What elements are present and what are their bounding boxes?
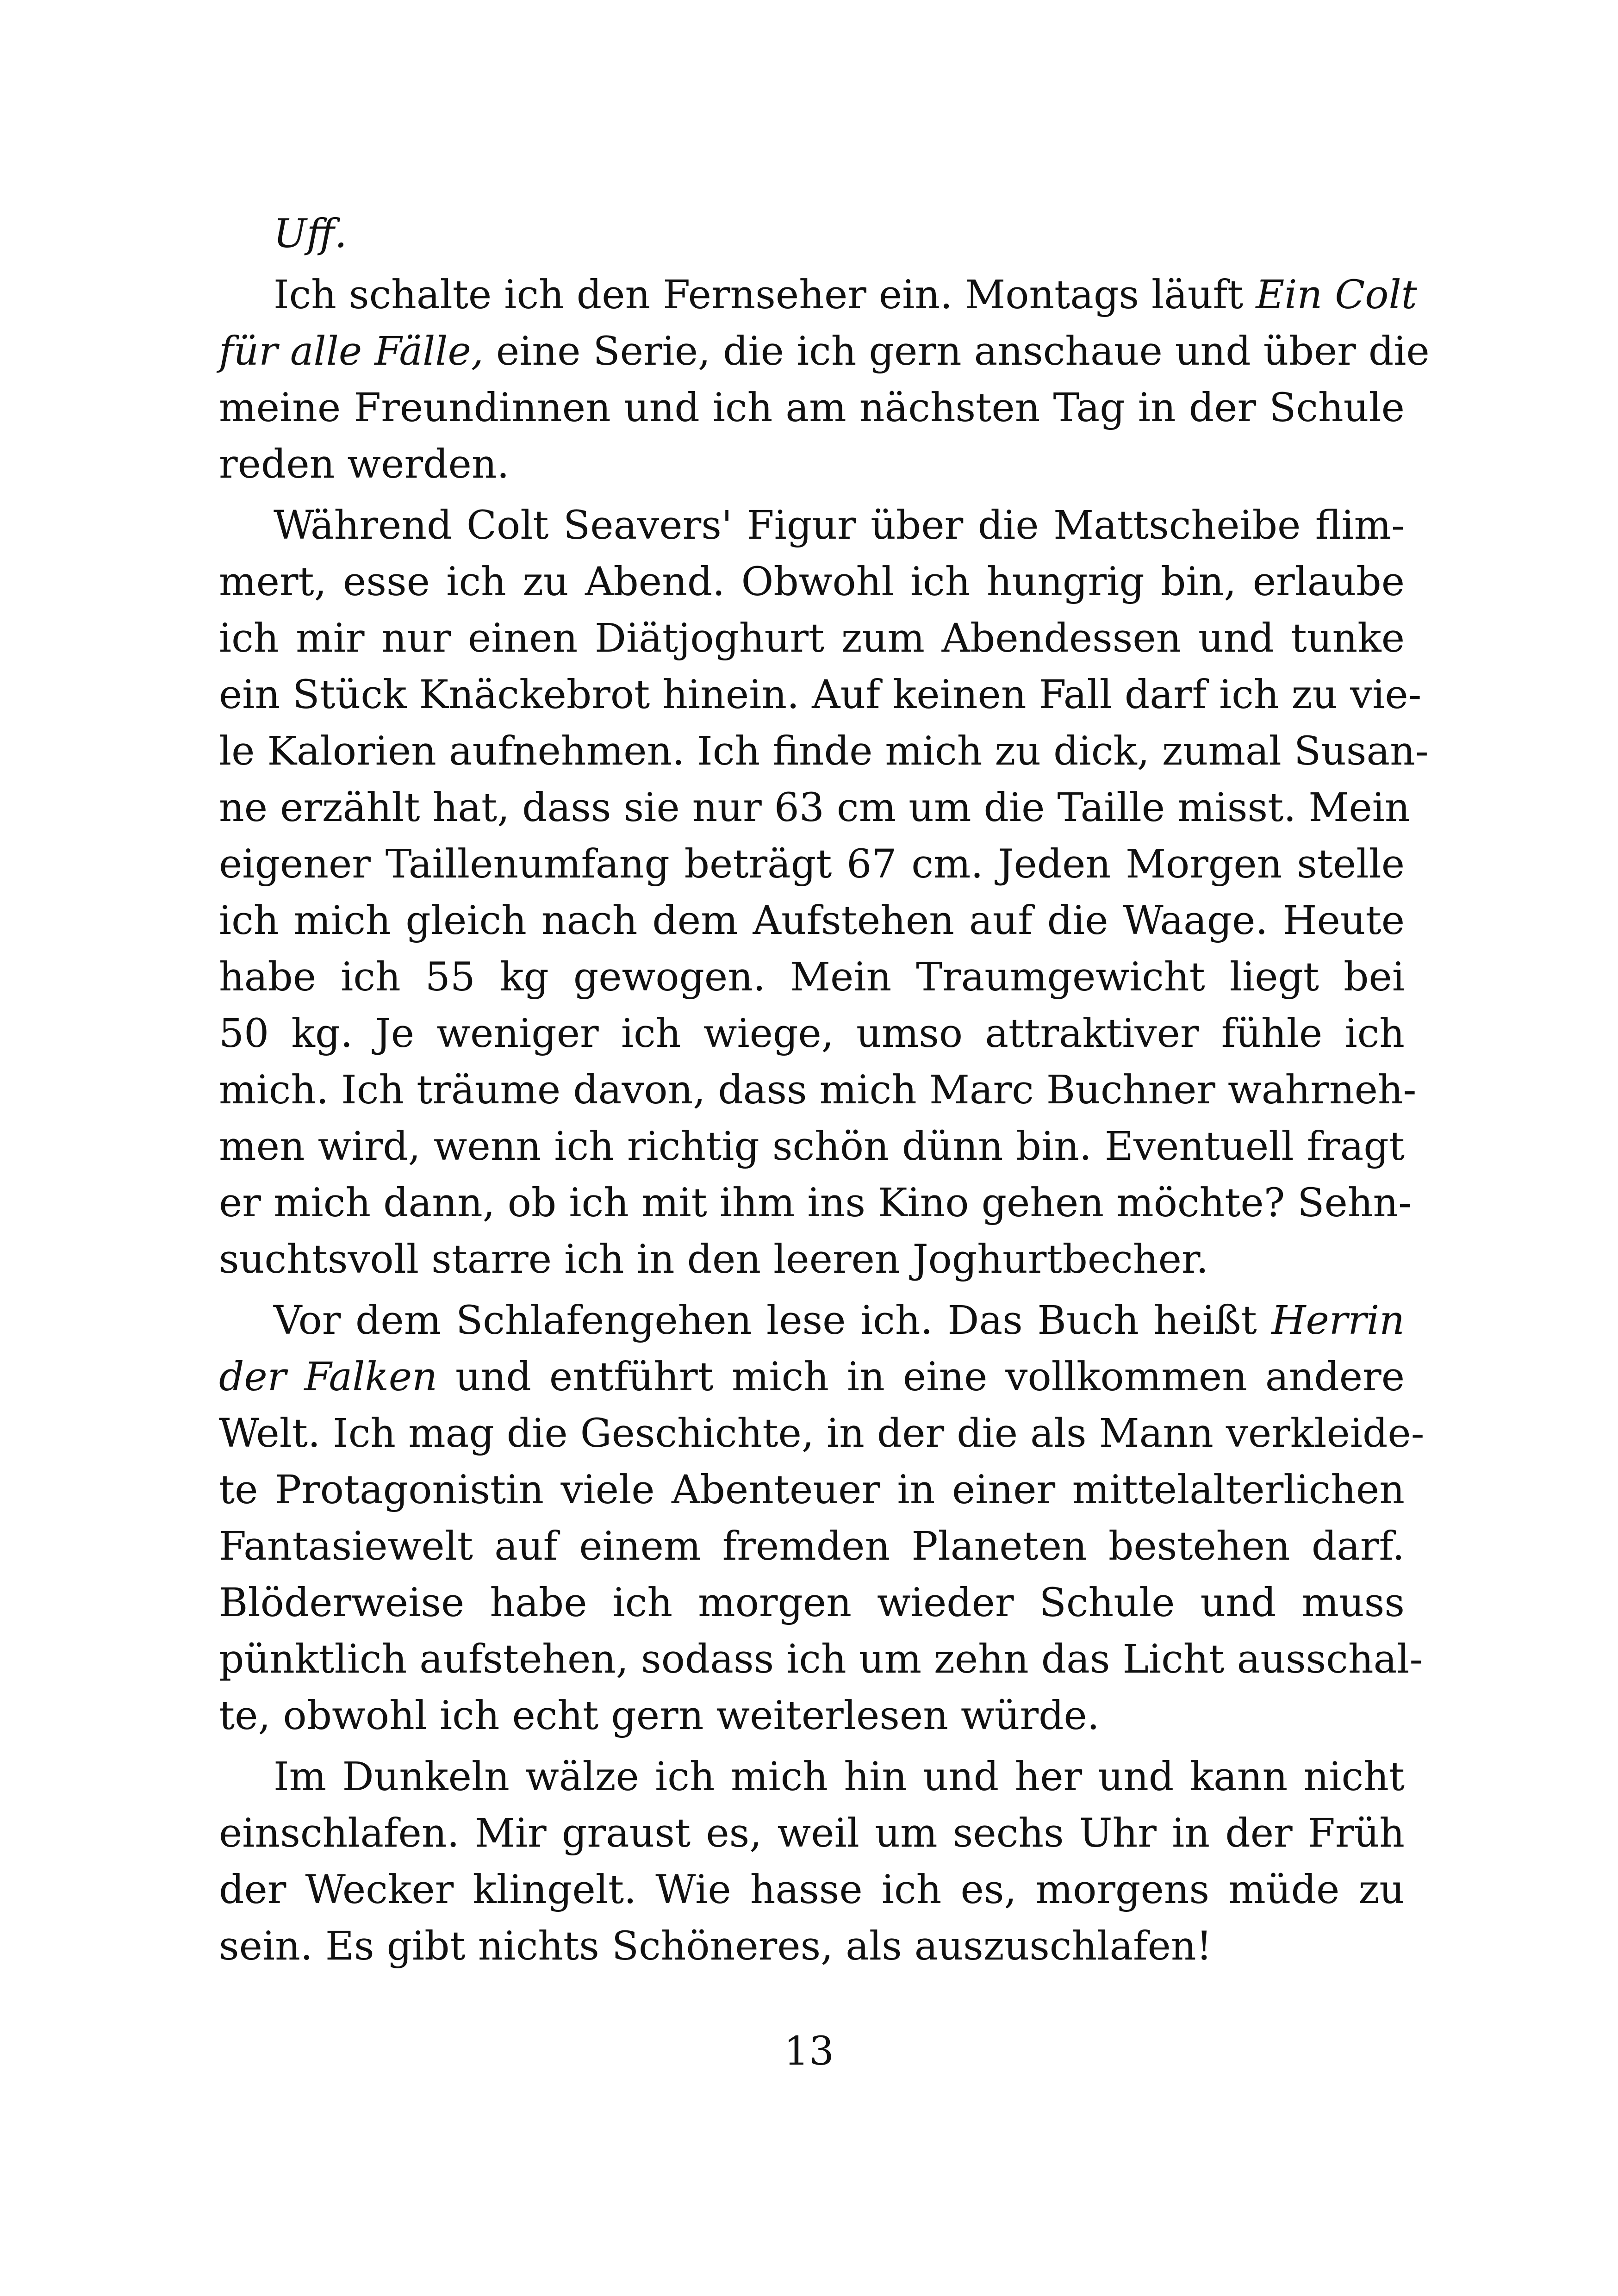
text-line bbox=[219, 1175, 1412, 1232]
text-run: ne erzählt hat, dass sie nur 63 cm um die Taille misst. Mein bbox=[219, 785, 1410, 831]
text-line bbox=[219, 1406, 1425, 1462]
text-line bbox=[219, 1462, 1405, 1518]
text-run: Welt. Ich mag die Geschichte, in der die als Mann verkleide- bbox=[219, 1411, 1425, 1456]
text-run: Ich schalte ich den Fernseher ein. Montags läuft bbox=[274, 272, 1256, 318]
text-line bbox=[219, 1575, 1405, 1631]
text-line bbox=[219, 380, 1405, 436]
text-line bbox=[219, 1805, 1405, 1862]
text-run: ein Stück Knäckebrot hinein. Auf keinen Fall darf ich zu vie- bbox=[219, 672, 1422, 718]
text-run: meine Freundinnen und ich am nächsten Tag in der Schule bbox=[219, 385, 1405, 431]
text-run: reden werden. bbox=[219, 442, 510, 487]
text-line bbox=[219, 206, 1405, 262]
text-run: einschlafen. Mir graust es, weil um sechs Uhr in der Früh bbox=[219, 1811, 1405, 1856]
text-line bbox=[219, 324, 1430, 380]
italic-title: für alle Fälle, bbox=[219, 329, 484, 374]
paragraph bbox=[219, 206, 1405, 262]
body-text bbox=[219, 206, 1430, 1975]
text-line bbox=[219, 436, 1405, 493]
text-run: mert, esse ich zu Abend. Obwohl ich hungrig bin, erlaube bbox=[219, 559, 1405, 605]
italic-title: der Falken bbox=[219, 1354, 437, 1400]
page-number: 13 bbox=[784, 2028, 834, 2074]
text-line bbox=[219, 1293, 1405, 1349]
text-line bbox=[219, 723, 1429, 780]
text-run: Blöderweise habe ich morgen wieder Schule und muss bbox=[219, 1580, 1405, 1626]
text-run: Fantasiewelt auf einem fremden Planeten bestehen darf. bbox=[219, 1524, 1405, 1569]
text-run: mich. Ich träume davon, dass mich Marc Buchner wahrneh- bbox=[219, 1067, 1417, 1113]
text-run: der Wecker klingelt. Wie hasse ich es, morgens müde zu bbox=[219, 1867, 1405, 1913]
text-line bbox=[219, 1631, 1423, 1688]
text-run: Im Dunkeln wälze ich mich hin und her und kann nicht bbox=[274, 1754, 1405, 1800]
text-line bbox=[219, 1688, 1405, 1744]
text-line bbox=[219, 1918, 1405, 1975]
text-run: und entführt mich in eine vollkommen andere bbox=[437, 1354, 1405, 1400]
text-run: eine Serie, die ich gern anschaue und über die bbox=[483, 329, 1430, 374]
text-line bbox=[219, 836, 1405, 893]
text-run: er mich dann, ob ich mit ihm ins Kino gehen möchte? Sehn- bbox=[219, 1180, 1412, 1226]
text-run: te Protagonistin viele Abenteuer in einer mittelalterlichen bbox=[219, 1467, 1405, 1513]
text-line bbox=[219, 1119, 1405, 1175]
text-line bbox=[219, 1062, 1417, 1119]
text-run: le Kalorien aufnehmen. Ich finde mich zu dick, zumal Susan- bbox=[219, 728, 1429, 774]
text-line bbox=[219, 1862, 1405, 1918]
text-run: Vor dem Schlafengehen lese ich. Das Buch heißt bbox=[274, 1298, 1272, 1344]
text-line bbox=[219, 780, 1410, 836]
text-run: te, obwohl ich echt gern weiterlesen würde. bbox=[219, 1693, 1100, 1739]
text-run: suchtsvoll starre ich in den leeren Joghurtbecher. bbox=[219, 1237, 1209, 1282]
text-run: Während Colt Seavers' Figur über die Mattscheibe flim- bbox=[274, 503, 1405, 548]
paragraph bbox=[219, 1749, 1405, 1975]
paragraph bbox=[219, 498, 1429, 1288]
paragraph bbox=[219, 267, 1430, 493]
text-line bbox=[219, 610, 1405, 667]
text-line bbox=[219, 893, 1405, 949]
text-run: eigener Taillenumfang beträgt 67 cm. Jeden Morgen stelle bbox=[219, 841, 1405, 887]
text-line bbox=[219, 1232, 1405, 1288]
text-run: pünktlich aufstehen, sodass ich um zehn das Licht ausschal- bbox=[219, 1636, 1423, 1682]
paragraph bbox=[219, 1293, 1425, 1744]
text-run: habe ich 55 kg gewogen. Mein Traumgewicht liegt bei bbox=[219, 954, 1405, 1000]
text-run: 50 kg. Je weniger ich wiege, umso attraktiver fühle ich bbox=[219, 1011, 1405, 1057]
italic-title: Herrin bbox=[1271, 1298, 1405, 1344]
text-line bbox=[219, 498, 1405, 554]
text-line bbox=[219, 1749, 1405, 1805]
text-line bbox=[219, 1518, 1405, 1575]
text-line bbox=[219, 267, 1417, 324]
text-run: ich mir nur einen Diätjoghurt zum Abendessen und tunke bbox=[219, 616, 1405, 661]
text-line bbox=[219, 1349, 1405, 1406]
text-line bbox=[219, 554, 1405, 610]
text-run: ich mich gleich nach dem Aufstehen auf die Waage. Heute bbox=[219, 898, 1405, 944]
italic-title: Ein Colt bbox=[1256, 272, 1417, 318]
text-line bbox=[219, 667, 1422, 723]
text-line bbox=[219, 1006, 1405, 1062]
text-run: sein. Es gibt nichts Schöneres, als auszuschlafen! bbox=[219, 1923, 1212, 1969]
text-line bbox=[219, 949, 1405, 1006]
italic-title: Uff. bbox=[274, 211, 347, 257]
text-run: men wird, wenn ich richtig schön dünn bin. Eventuell fragt bbox=[219, 1124, 1405, 1170]
